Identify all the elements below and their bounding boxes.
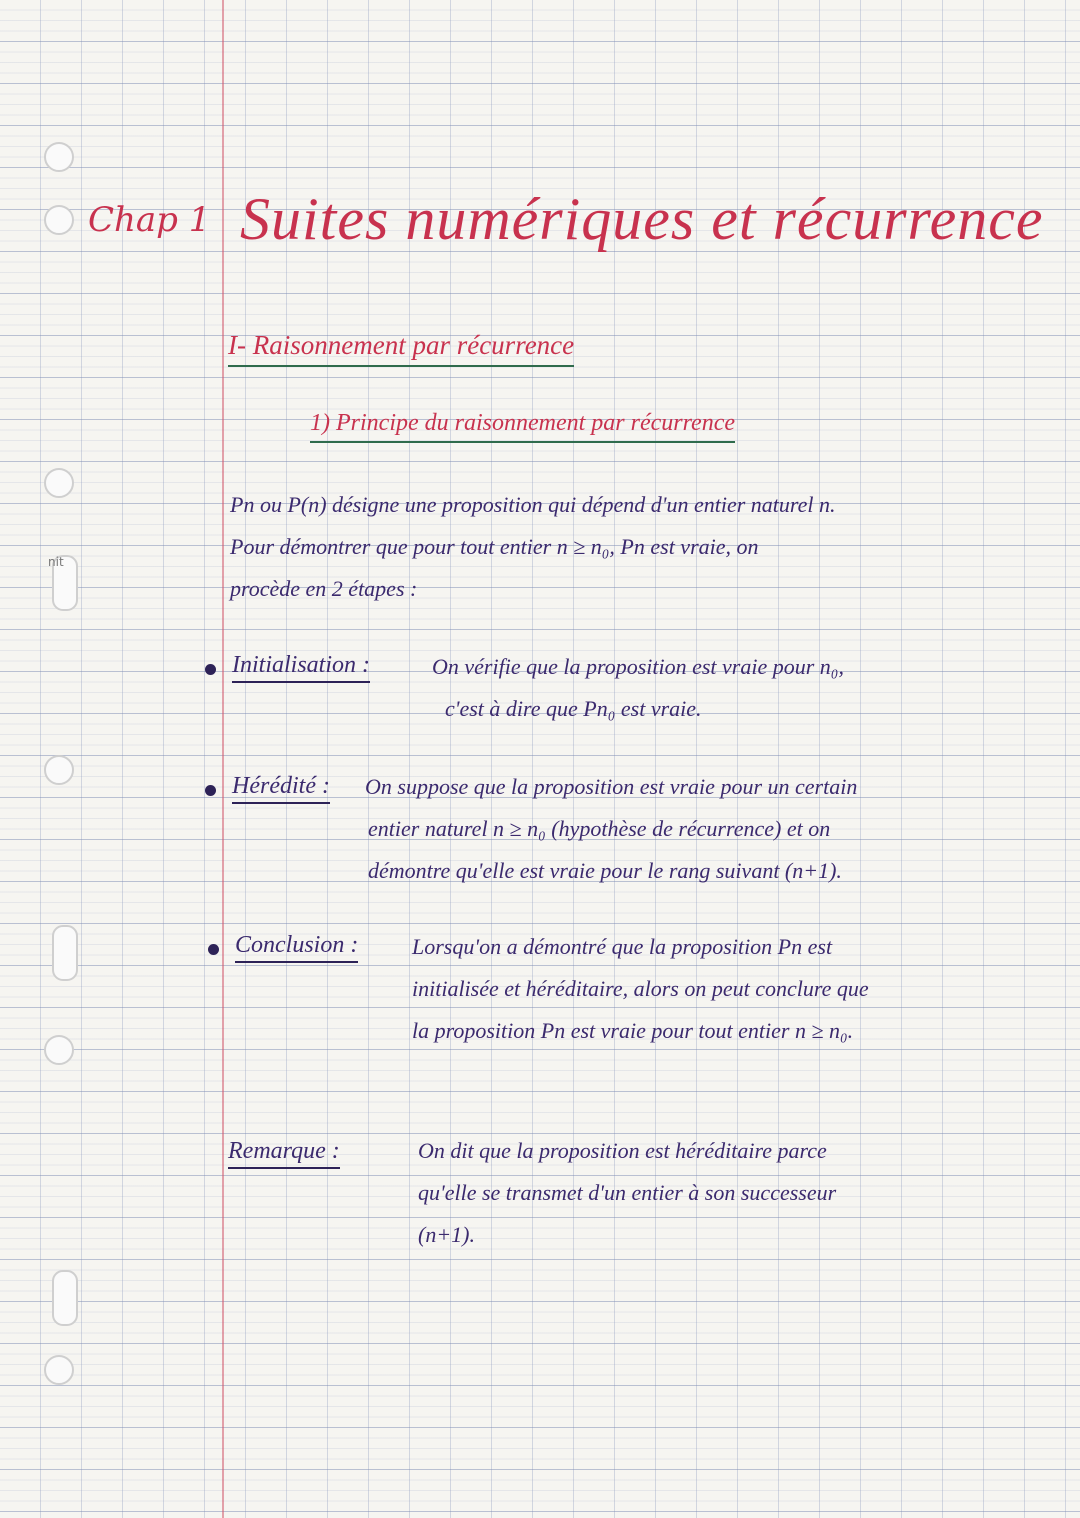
step-line: initialisée et héréditaire, alors on peut conclure que <box>412 976 869 1001</box>
remark-label: Remarque : <box>228 1138 340 1169</box>
binder-hole <box>44 142 74 172</box>
bullet-icon <box>205 785 216 796</box>
margin-line <box>222 0 224 1518</box>
step-line: démontre qu'elle est vraie pour le rang suivant (n+1). <box>368 858 842 883</box>
remark-line: qu'elle se transmet d'un entier à son successeur <box>418 1180 837 1205</box>
step-line: On suppose que la proposition est vraie pour un certain <box>365 774 858 799</box>
bullet-icon <box>208 944 219 955</box>
step-line: la proposition Pn est vraie pour tout entier n ≥ n₀. <box>412 1018 854 1043</box>
binder-hole <box>52 1270 78 1326</box>
intro-line: Pn ou P(n) désigne une proposition qui dépend d'un entier naturel n. <box>230 492 836 517</box>
intro-line: Pour démontrer que pour tout entier n ≥ n₀, Pn est vraie, on <box>230 534 759 559</box>
bullet-icon <box>205 664 216 675</box>
side-mark: nit <box>48 555 64 569</box>
step-line: c'est à dire que Pn₀ est vraie. <box>445 696 702 721</box>
step-line: entier naturel n ≥ n₀ (hypothèse de récurrence) et on <box>368 816 831 841</box>
binder-hole <box>44 1035 74 1065</box>
step-label-initialisation: Initialisation : <box>232 652 370 683</box>
binder-hole <box>44 468 74 498</box>
step-label-heredite: Hérédité : <box>232 773 330 804</box>
chapter-label: Chap 1 <box>88 200 211 240</box>
binder-hole <box>44 755 74 785</box>
step-line: Lorsqu'on a démontré que la proposition Pn est <box>412 934 833 959</box>
binder-hole <box>44 205 74 235</box>
remark-line: On dit que la proposition est héréditaire parce <box>418 1138 827 1163</box>
intro-line: procède en 2 étapes : <box>230 576 418 601</box>
subsection-heading: 1) Principe du raisonnement par récurrence <box>310 410 735 443</box>
remark-line: (n+1). <box>418 1222 475 1247</box>
section-heading: I- Raisonnement par récurrence <box>228 330 574 367</box>
binder-hole <box>52 925 78 981</box>
step-label-conclusion: Conclusion : <box>235 932 358 963</box>
step-line: On vérifie que la proposition est vraie pour n₀, <box>432 654 844 679</box>
page-title: Suites numériques et récurrence <box>240 186 1044 252</box>
binder-hole <box>44 1355 74 1385</box>
